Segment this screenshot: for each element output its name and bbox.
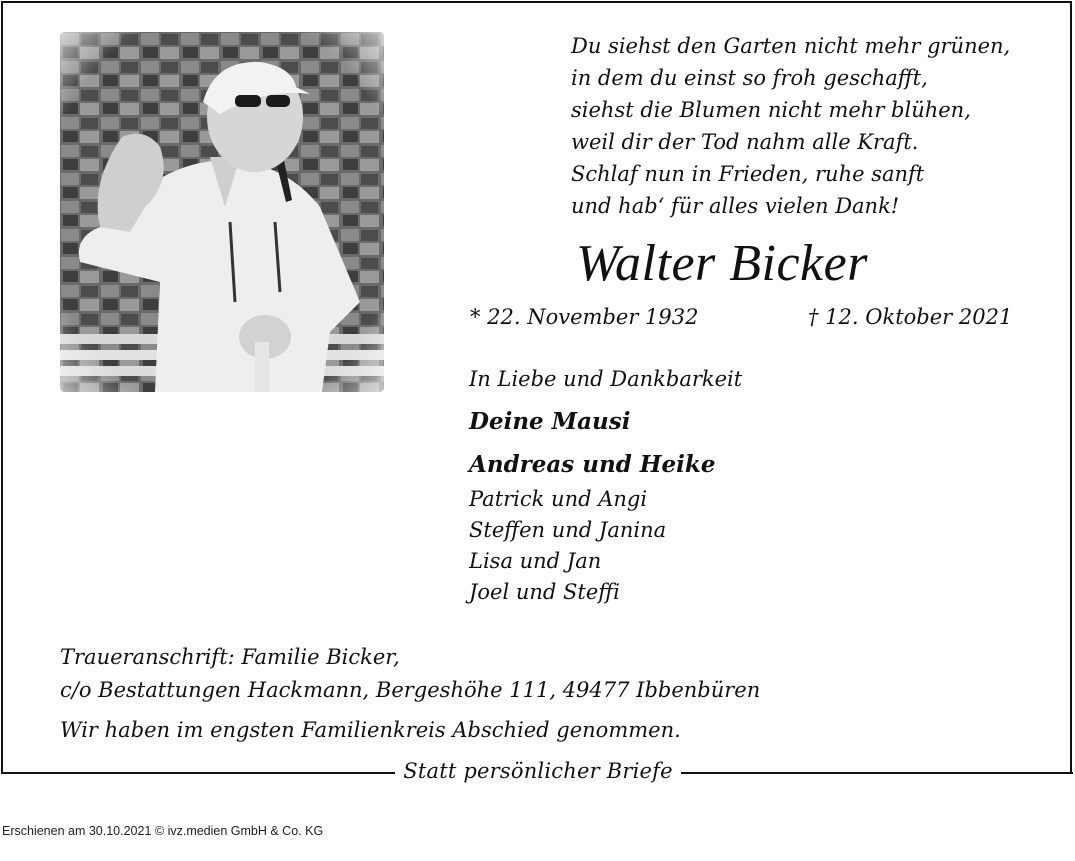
mourner-item: Joel und Steffi (469, 580, 620, 604)
portrait-photo (60, 32, 384, 392)
poem (571, 30, 1010, 222)
poem-line: Schlaf nun in Frieden, ruhe sanft (571, 162, 925, 186)
poem-line: Du siehst den Garten nicht mehr grünen, (571, 34, 1011, 58)
mourner-primary: Deine Mausi (469, 408, 631, 435)
address-line: c/o Bestattungen Hackmann, Bergeshöhe 111, 49477 Ibbenbüren (60, 678, 761, 702)
bottom-rule-right (681, 772, 1073, 774)
address-line: Traueranschrift: Familie Bicker, (60, 645, 400, 669)
poem-line: in dem du einst so froh geschafft, (571, 66, 928, 90)
poem-line: und hab‘ für alles vielen Dank! (571, 194, 900, 218)
bottom-rule-left (1, 772, 395, 774)
poem-line: siehst die Blumen nicht mehr blühen, (571, 98, 971, 122)
border-label: Statt persönlicher Briefe (403, 759, 673, 783)
death-date: † 12. Oktober 2021 (808, 305, 1013, 329)
dedication: In Liebe und Dankbarkeit (469, 367, 743, 391)
mourner-item: Steffen und Janina (469, 518, 667, 542)
mourning-address (60, 641, 760, 707)
mourners-list (469, 484, 666, 608)
mourner-item: Lisa und Jan (469, 549, 602, 573)
deceased-name: Walter Bicker (576, 235, 868, 292)
farewell-note: Wir haben im engsten Familienkreis Abschied genommen. (60, 718, 681, 742)
birth-date: * 22. November 1932 (470, 305, 699, 329)
publication-footer: Erschienen am 30.10.2021 © ivz.medien GmbH & Co. KG (2, 824, 324, 838)
mourner-primary: Andreas und Heike (469, 451, 716, 478)
poem-line: weil dir der Tod nahm alle Kraft. (571, 130, 919, 154)
mourner-item: Patrick und Angi (469, 487, 648, 511)
